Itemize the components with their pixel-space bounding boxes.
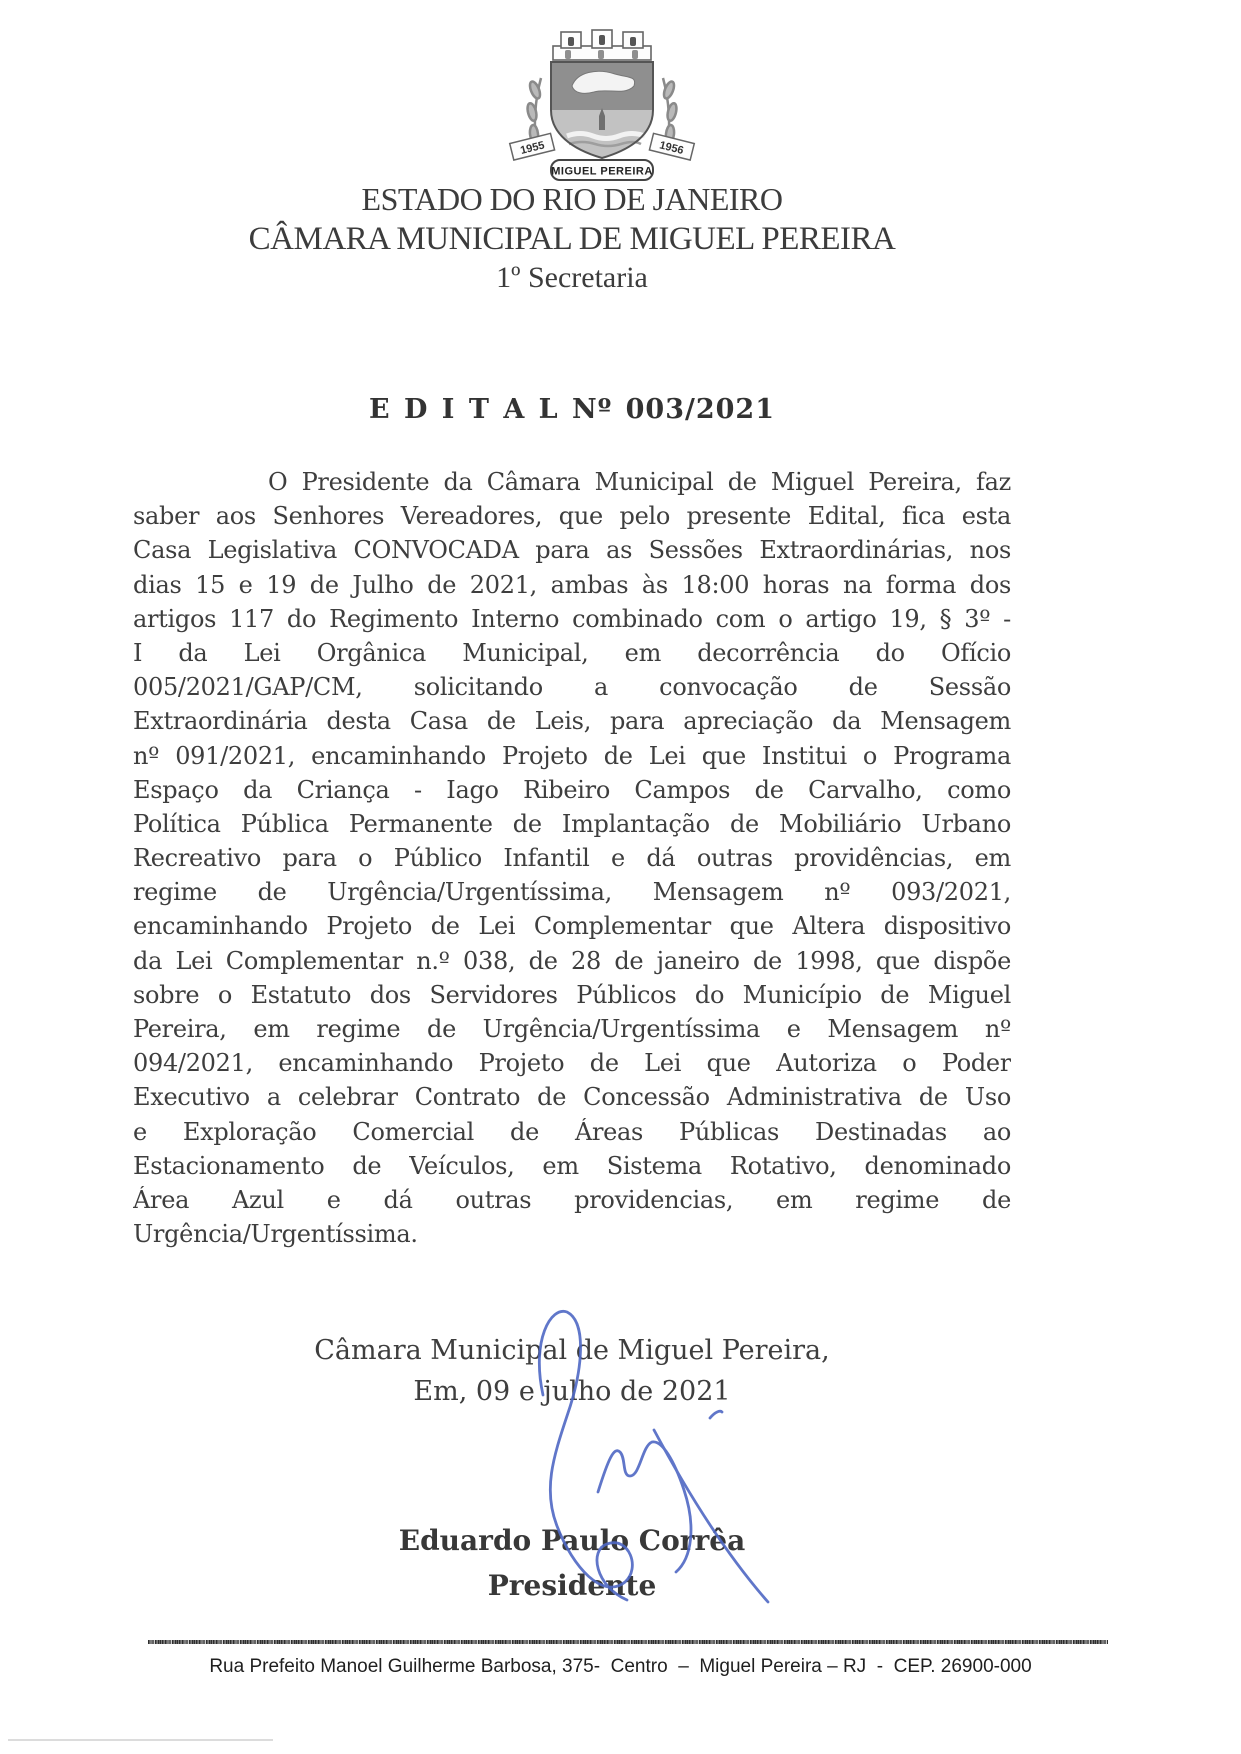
body-line: saber aos Senhores Vereadores, que pelo presente Edital, fica esta <box>133 502 1011 531</box>
header-state: ESTADO DO RIO DE JANEIRO <box>361 181 783 217</box>
body-line: Casa Legislativa CONVOCADA para as Sessões Extraordinárias, nos <box>133 536 1011 565</box>
year-right-label: 1956 <box>658 139 685 157</box>
body-line: Estacionamento de Veículos, em Sistema Rotativo, denominado <box>133 1151 1011 1180</box>
body-line: artigos 117 do Regimento Interno combinado com o artigo 19, § 3º - <box>133 604 1011 633</box>
body-line: encaminhando Projeto de Lei Complementar que Altera dispositivo <box>133 912 1011 941</box>
body-line: Extraordinária desta Casa de Leis, para apreciação da Mensagem <box>133 707 1011 736</box>
scan-artifact-line <box>8 1739 273 1741</box>
body-line: nº 091/2021, encaminhando Projeto de Lei que Institui o Programa <box>133 741 1011 770</box>
body-line: Área Azul e dá outras providencias, em regime de <box>133 1185 1011 1214</box>
crest-banner-label: MIGUEL PEREIRA <box>551 165 653 178</box>
header-chamber: CÂMARA MUNICIPAL DE MIGUEL PEREIRA <box>248 221 896 257</box>
body-line: O Presidente da Câmara Municipal de Miguel Pereira, faz <box>268 468 1011 496</box>
body-line: da Lei Complementar n.º 038, de 28 de janeiro de 1998, que dispõe <box>133 946 1011 975</box>
crest-banner <box>551 160 653 180</box>
edict-title: E D I T A L Nº 003/2021 <box>369 394 775 425</box>
dateline-date: Em, 09 e julho de 2021 <box>413 1376 731 1407</box>
edict-body <box>133 468 1011 1254</box>
body-line: 094/2021, encaminhando Projeto de Lei que Autoriza o Poder <box>133 1049 1011 1078</box>
signatory-name: Eduardo Paulo Corrêa <box>398 1524 746 1557</box>
body-line: dias 15 e 19 de Julho de 2021, ambas às 18:00 horas na forma dos <box>133 570 1011 599</box>
body-line: e Exploração Comercial de Áreas Públicas Destinadas ao <box>133 1117 1011 1146</box>
dateline-place: Câmara Municipal de Miguel Pereira, <box>314 1335 830 1366</box>
signatory-block <box>133 1518 1011 1608</box>
body-line: sobre o Estatuto dos Servidores Públicos do Município de Miguel <box>133 980 1011 1009</box>
body-line: I da Lei Orgânica Municipal, em decorrência do Ofício <box>133 638 1011 667</box>
ribbon-1955 <box>510 133 555 160</box>
body-line: Executivo a celebrar Contrato de Concessão Administrativa de Uso <box>133 1083 1011 1112</box>
body-line: regime de Urgência/Urgentíssima, Mensagem nº 093/2021, <box>133 878 1011 907</box>
municipal-crest-icon <box>477 20 727 188</box>
ribbon-1956 <box>649 133 694 160</box>
year-left-label: 1955 <box>519 139 546 157</box>
footer-rule <box>148 1640 1108 1644</box>
body-line: Política Pública Permanente de Implantação de Mobiliário Urbano <box>133 809 1011 838</box>
letterhead <box>133 180 1011 297</box>
body-line: Espaço da Criança - Iago Ribeiro Campos de Carvalho, como <box>133 775 1011 804</box>
body-line: Pereira, em regime de Urgência/Urgentíssima e Mensagem nº <box>133 1015 1011 1043</box>
dateline <box>133 1330 1011 1412</box>
body-line: Recreativo para o Público Infantil e dá outras providências, em <box>133 844 1011 873</box>
footer-address: Rua Prefeito Manoel Guilherme Barbosa, 375- Centro – Miguel Pereira – RJ - CEP. 26900-000 <box>209 1656 1032 1677</box>
body-line: 005/2021/GAP/CM, solicitando a convocação de Sessão <box>133 673 1011 702</box>
header-secretariat: 1º Secretaria <box>496 261 648 294</box>
signatory-role: Presidente <box>487 1569 657 1602</box>
body-line: Urgência/Urgentíssima. <box>133 1220 418 1249</box>
